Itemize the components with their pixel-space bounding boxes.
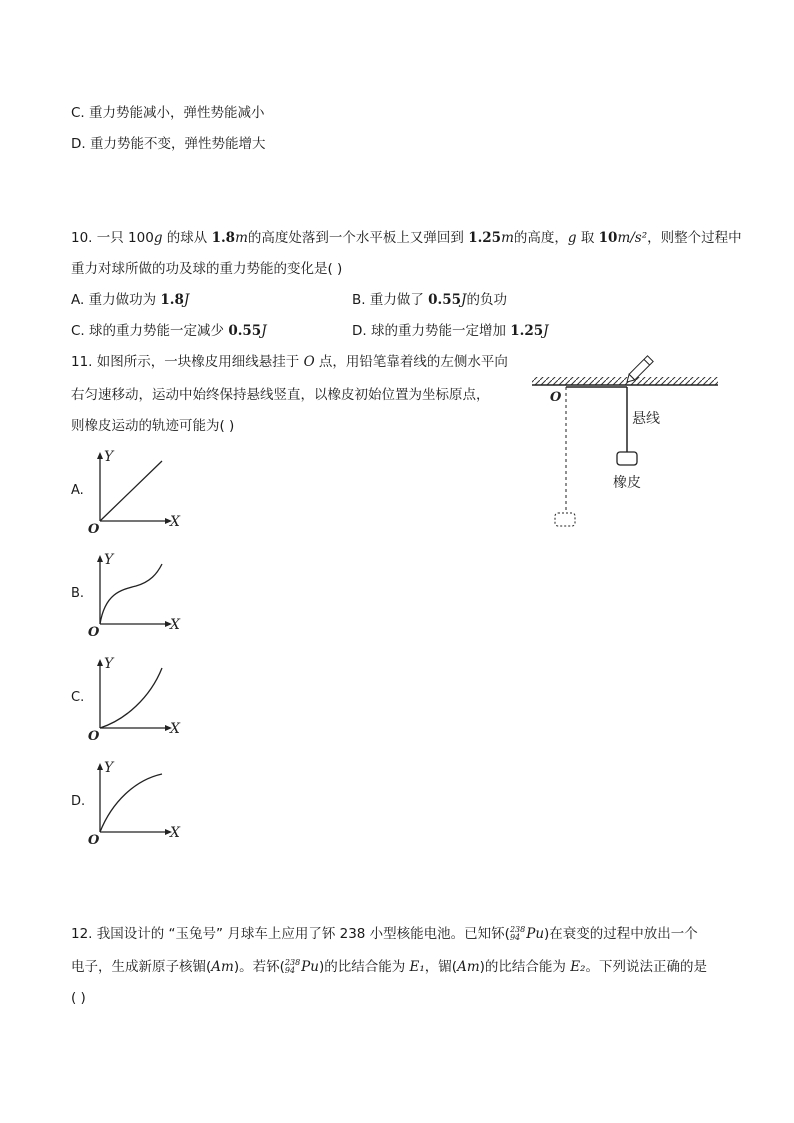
q10-option-c: C. 球的重力势能一定减少 0.55J <box>71 323 267 339</box>
trajectory-curve <box>100 461 162 521</box>
trajectory-curve <box>100 564 162 624</box>
y-axis-arrow-icon <box>97 452 103 459</box>
q11-graph-option-label: D. <box>71 794 86 809</box>
x-axis-label: X <box>170 617 180 633</box>
q11-stem-line1: 11. 如图所示，一块橡皮用细线悬挂于 O 点，用铅笔靠着线的左侧水平向 <box>71 354 508 370</box>
origin-label: O <box>88 625 100 640</box>
q9-option-d: D. 重力势能不变，弹性势能增大 <box>71 136 266 152</box>
eraser-label: 橡皮 <box>613 475 641 491</box>
q11-graph-b <box>86 553 186 643</box>
y-axis-label: Y <box>104 761 114 776</box>
q11-stem-line2: 右匀速移动，运动中始终保持悬线竖直，以橡皮初始位置为坐标原点， <box>71 387 490 403</box>
eraser <box>617 452 637 465</box>
thread-label: 悬线 <box>632 411 660 427</box>
q10-option-a: A. 重力做功为 1.8J <box>71 292 190 308</box>
origin-label: O <box>88 729 100 744</box>
y-axis-arrow-icon <box>97 659 103 666</box>
q11-setup-figure <box>528 350 724 535</box>
x-axis-label: X <box>170 721 180 737</box>
y-axis-label: Y <box>104 657 114 672</box>
q12-stem-line3: ( ) <box>71 990 86 1006</box>
y-axis-label: Y <box>104 450 114 465</box>
q11-graph-a <box>86 450 186 540</box>
q11-graph-option-label: B. <box>71 586 85 601</box>
q12-stem-line1: 12. 我国设计的 “玉兔号” 月球车上应用了钚 238 小型核能电池。已知钚( 238 94 Pu)在衰变的过程中放出一个 <box>71 925 698 942</box>
eraser-initial <box>555 513 575 526</box>
y-axis-arrow-icon <box>97 555 103 562</box>
trajectory-curve <box>100 774 162 832</box>
q10-option-d: D. 球的重力势能一定增加 1.25J <box>352 323 549 339</box>
x-axis-label: X <box>170 514 180 530</box>
y-axis-arrow-icon <box>97 763 103 770</box>
q10-stem-line1: 10. 一只 100g 的球从 1.8m的高度处落到一个水平板上又弹回到 1.25m的高度，g 取 10m/s²，则整个过程中 <box>71 230 742 246</box>
origin-label: O <box>550 390 562 405</box>
trajectory-curve <box>100 668 162 728</box>
origin-label: O <box>88 522 100 537</box>
q11-graph-option-label: A. <box>71 483 84 498</box>
q11-stem-line3: 则橡皮运动的轨迹可能为( ) <box>71 418 235 434</box>
q10-option-b: B. 重力做了 0.55J的负功 <box>352 292 507 308</box>
ceiling-hatching <box>532 377 718 385</box>
q12-stem-line2: 电子，生成新原子核镅(Am)。若钚( 238 94 Pu)的比结合能为 E₁，镅(Am)的比结合能为 E₂。下列说法正确的是 <box>71 958 707 975</box>
q11-graph-option-label: C. <box>71 690 85 705</box>
y-axis-label: Y <box>104 553 114 568</box>
q11-graph-c <box>86 657 186 747</box>
q11-graph-d <box>86 761 186 851</box>
q9-option-c: C. 重力势能减小，弹性势能减小 <box>71 105 265 121</box>
q10-stem-line2: 重力对球所做的功及球的重力势能的变化是( ) <box>71 261 343 277</box>
origin-label: O <box>88 833 100 848</box>
x-axis-label: X <box>170 825 180 841</box>
